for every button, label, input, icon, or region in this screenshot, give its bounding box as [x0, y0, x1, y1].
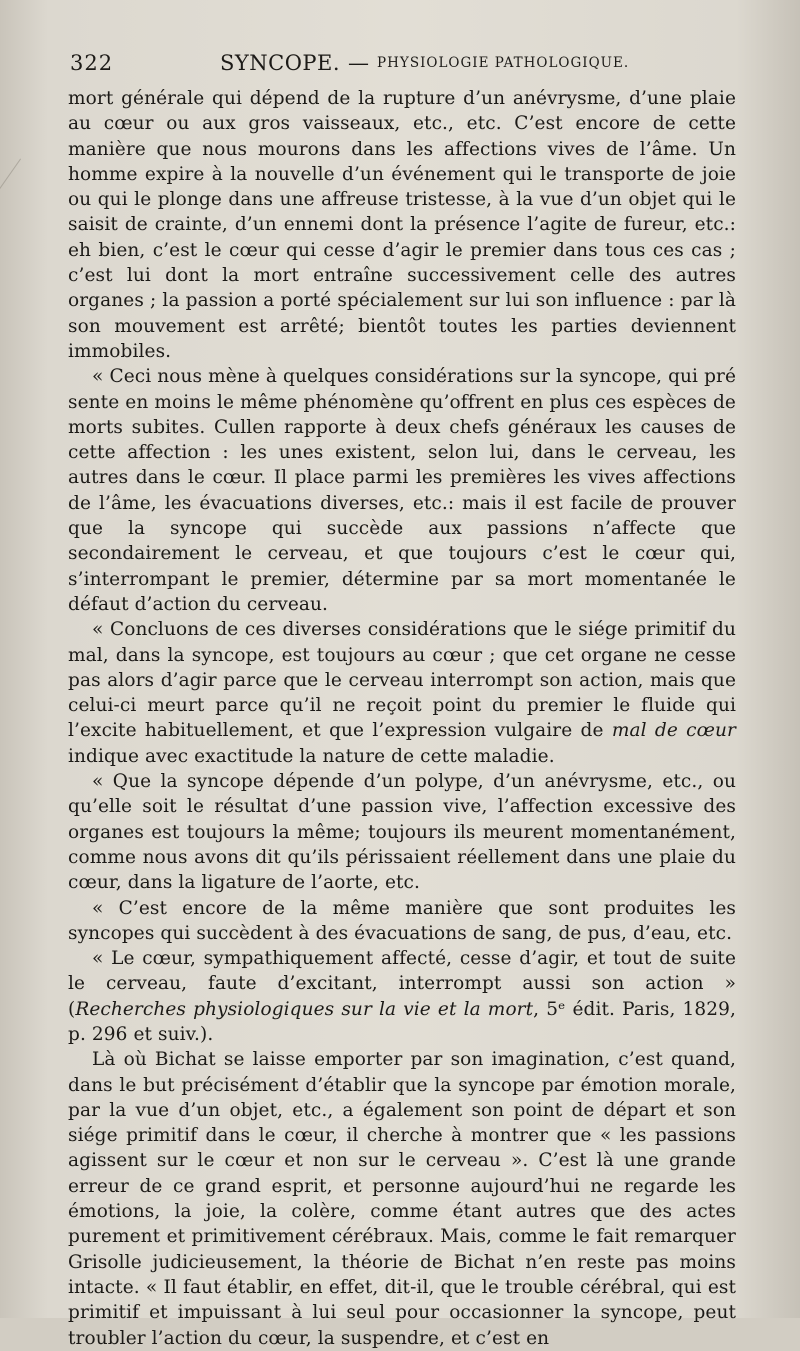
- page-number: 322: [70, 51, 114, 75]
- paragraph-7: Là où Bichat se laisse emporter par son imagination, c’est quand, dans le but précisément d’établir que la syncope par émotion morale, par la vue d’un objet, etc., a également son point de départ et son siége primitif dans le cœur, il cherche à montrer que « les passions agissent sur le cœur et non sur le cerveau ». C’est là une grande erreur de ce grand esprit, et personne aujourd’hui ne regarde les émotions, la joie, la colère, comme étant autres que des actes purement et primitivement cérébraux. Mais, comme le fait remarquer Grisolle judicieusement, la théorie de Bichat n’en reste pas moins intacte. « Il faut établir, en effet, dit-il, que le trouble cérébral, qui est primitif et impuissant à lui seul pour occasionner la syncope, peut troubler l’action du cœur, la suspendre, et c’est en: [68, 1049, 736, 1349]
- paragraph-6-text-a: « Le cœur, sympathiquement affecté, cesse d’agir, et tout de suite le cerveau, faute d’excitant, interrompt aussi son action » (: [68, 948, 736, 1020]
- running-title: SYNCOPE.: [220, 51, 341, 75]
- running-head-dash: —: [348, 51, 370, 75]
- paragraph-5: « C’est encore de la même manière que sont produites les syncopes qui succèdent à des évacuations de sang, de pus, d’eau, etc.: [68, 897, 736, 944]
- paragraph-4: « Que la syncope dépende d’un polype, d’un anévrysme, etc., ou qu’elle soit le résultat d’une passion vive, l’affection excessive des organes est toujours la même; toujours ils meurent momentanément, comme nous avons dit qu’ils périssaient réellement dans une plaie du cœur, dans la ligature de l’aorte, etc.: [68, 771, 736, 894]
- paragraph-2: « Ceci nous mène à quelques considérations sur la syncope, qui pré sente en moins le même phénomène qu’offrent en plus ces espèces de morts subites. Cullen rapporte à deux chefs généraux les causes de cette affection : les unes existent, selon lui, dans le cerveau, les autres dans le cœur. Il place parmi les premières les vives affections de l’âme, les évacuations diverses, etc.: mais il est facile de prouver que la syncope qui succède aux passions n’affecte que secondairement le cerveau, et que toujours c’est le cœur qui, s’interrompant le premier, détermine par sa mort momentanée le défaut d’action du cerveau.: [68, 366, 736, 615]
- paragraph-3: [68, 617, 736, 769]
- paragraph-3-italic: mal de cœur: [611, 720, 736, 742]
- body-text: [68, 86, 736, 1351]
- paragraph-6: [68, 946, 736, 1047]
- paragraph-6-italic-citation: Recherches physiologiques sur la vie et la mort: [75, 998, 534, 1020]
- running-section: PHYSIOLOGIE PATHOLOGIQUE.: [377, 55, 630, 71]
- paragraph-1: mort générale qui dépend de la rupture d’un anévrysme, d’une plaie au cœur ou aux gros vaisseaux, etc., etc. C’est encore de cette manière que nous mourons dans les affections vives de l’âme. Un homme expire à la nouvelle d’un événement qui le transporte de joie ou qui le plonge dans une affreuse tristesse, à la vue d’un objet qui le saisit de crainte, d’un ennemi dont la présence l’agite de fureur, etc.: eh bien, c’est le cœur qui cesse d’agir le premier dans tous ces cas ; c’est lui dont la mort entraîne successivement celle des autres organes ; la passion a porté spécialement sur lui son influence : par là son mouvement est arrêté; bientôt toutes les parties deviennent immobiles.: [68, 88, 736, 362]
- page-edge-mark: [0, 158, 37, 211]
- running-head: [70, 48, 736, 78]
- paragraph-3-text-a: « Concluons de ces diverses considérations que le siége primitif du mal, dans la syncope, est toujours au cœur ; que cet organe ne cesse pas alors d’agir parce que le cerveau interrompt son action, mais que celui-ci meurt parce qu’il ne reçoit point du premier le fluide qui l’excite habituellement, et que l’expression vulgaire de: [68, 619, 736, 742]
- paragraph-6-text-b: , 5ᵉ édit. Paris, 1829, p. 296 et suiv.).: [68, 998, 736, 1045]
- paragraph-3-text-b: indique avec exactitude la nature de cette maladie.: [68, 745, 555, 767]
